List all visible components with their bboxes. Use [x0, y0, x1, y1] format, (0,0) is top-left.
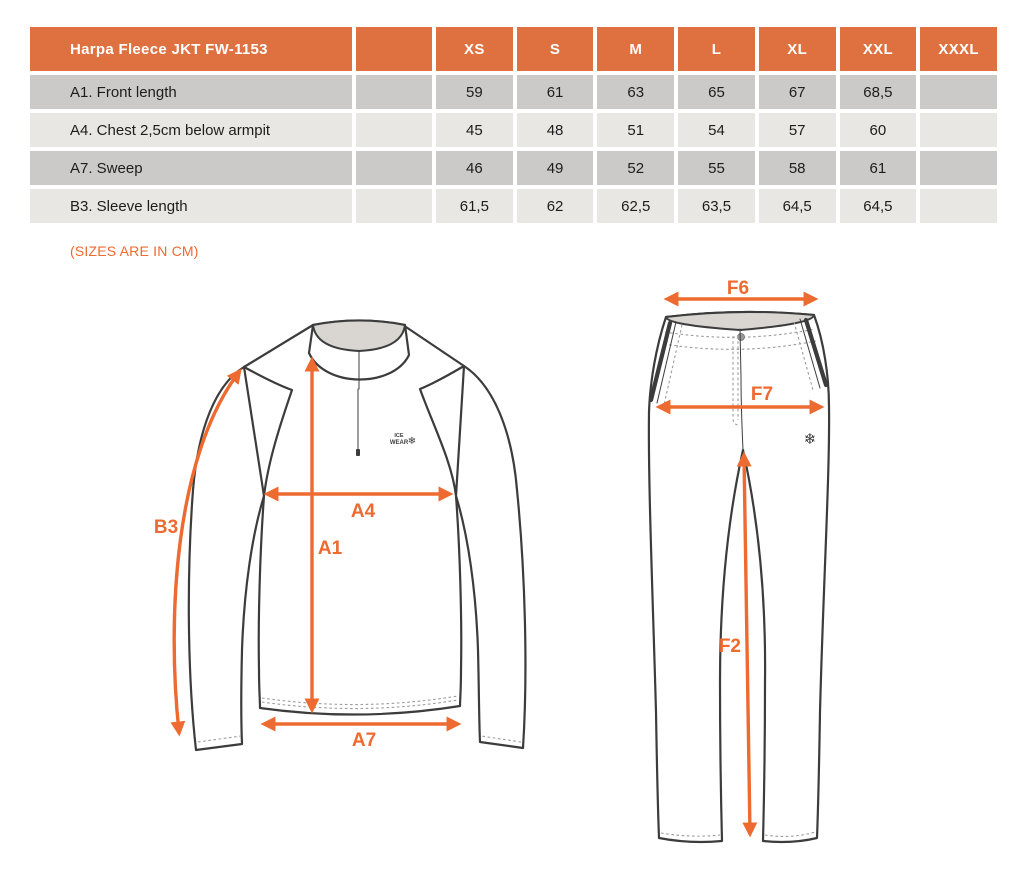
size-value: 57 [759, 113, 836, 147]
measure-arrow-f2 [744, 456, 750, 833]
pants-body [649, 312, 829, 842]
empty-cell [356, 113, 432, 147]
jacket-right-sleeve [456, 366, 525, 748]
table-row [30, 113, 997, 147]
empty-cell [356, 151, 432, 185]
size-value [920, 75, 997, 109]
measure-label-a1: A1 [317, 538, 343, 559]
table-row [30, 189, 997, 223]
brand-logo [390, 433, 416, 447]
table-title: Harpa Fleece JKT FW-1153 [30, 27, 352, 71]
size-value: 68,5 [840, 75, 917, 109]
empty-cell [356, 189, 432, 223]
size-value: 59 [436, 75, 513, 109]
size-value: 45 [436, 113, 513, 147]
size-value: 64,5 [759, 189, 836, 223]
brand-logo-line1: ICE [394, 433, 404, 439]
size-value: 61,5 [436, 189, 513, 223]
table-header-row [30, 27, 997, 71]
size-header-m: M [597, 27, 674, 71]
measure-label-f2: F2 [718, 636, 741, 657]
brand-logo-line2: WEAR [389, 440, 409, 446]
size-value [920, 151, 997, 185]
size-value: 61 [517, 75, 594, 109]
size-value: 55 [678, 151, 755, 185]
size-header-xl: XL [759, 27, 836, 71]
size-value: 60 [840, 113, 917, 147]
measure-label-a4: A4 [350, 501, 376, 522]
snowflake-icon: ❄ [803, 430, 817, 448]
pants-diagram [620, 272, 860, 860]
size-value: 62 [517, 189, 594, 223]
size-value: 61 [840, 151, 917, 185]
size-value: 52 [597, 151, 674, 185]
size-value: 51 [597, 113, 674, 147]
size-header-xxxl: XXXL [920, 27, 997, 71]
zipper-pull [356, 449, 360, 456]
row-label: A4. Chest 2,5cm below armpit [30, 113, 352, 147]
table-empty-header [356, 27, 432, 71]
size-value: 63 [597, 75, 674, 109]
size-value: 67 [759, 75, 836, 109]
size-value: 63,5 [678, 189, 755, 223]
size-header-xxl: XXL [840, 27, 917, 71]
size-value: 64,5 [840, 189, 917, 223]
size-header-xs: XS [436, 27, 513, 71]
size-value: 46 [436, 151, 513, 185]
size-value [920, 189, 997, 223]
measure-label-b3: B3 [153, 517, 179, 538]
size-value: 54 [678, 113, 755, 147]
row-label: B3. Sleeve length [30, 189, 352, 223]
jacket-diagram [140, 290, 580, 770]
snowflake-icon: ❄ [407, 436, 417, 447]
measure-label-f6: F6 [726, 278, 750, 299]
size-value: 58 [759, 151, 836, 185]
jacket-left-sleeve [189, 367, 264, 750]
size-table [26, 23, 1001, 227]
size-value [920, 113, 997, 147]
size-value: 48 [517, 113, 594, 147]
measure-label-f7: F7 [750, 384, 774, 405]
empty-cell [356, 75, 432, 109]
size-header-s: S [517, 27, 594, 71]
size-value: 49 [517, 151, 594, 185]
measure-label-a7: A7 [351, 730, 377, 751]
row-label: A1. Front length [30, 75, 352, 109]
size-value: 65 [678, 75, 755, 109]
size-header-l: L [678, 27, 755, 71]
units-note: (SIZES ARE IN CM) [70, 243, 199, 259]
size-value: 62,5 [597, 189, 674, 223]
table-row [30, 151, 997, 185]
table-row [30, 75, 997, 109]
row-label: A7. Sweep [30, 151, 352, 185]
